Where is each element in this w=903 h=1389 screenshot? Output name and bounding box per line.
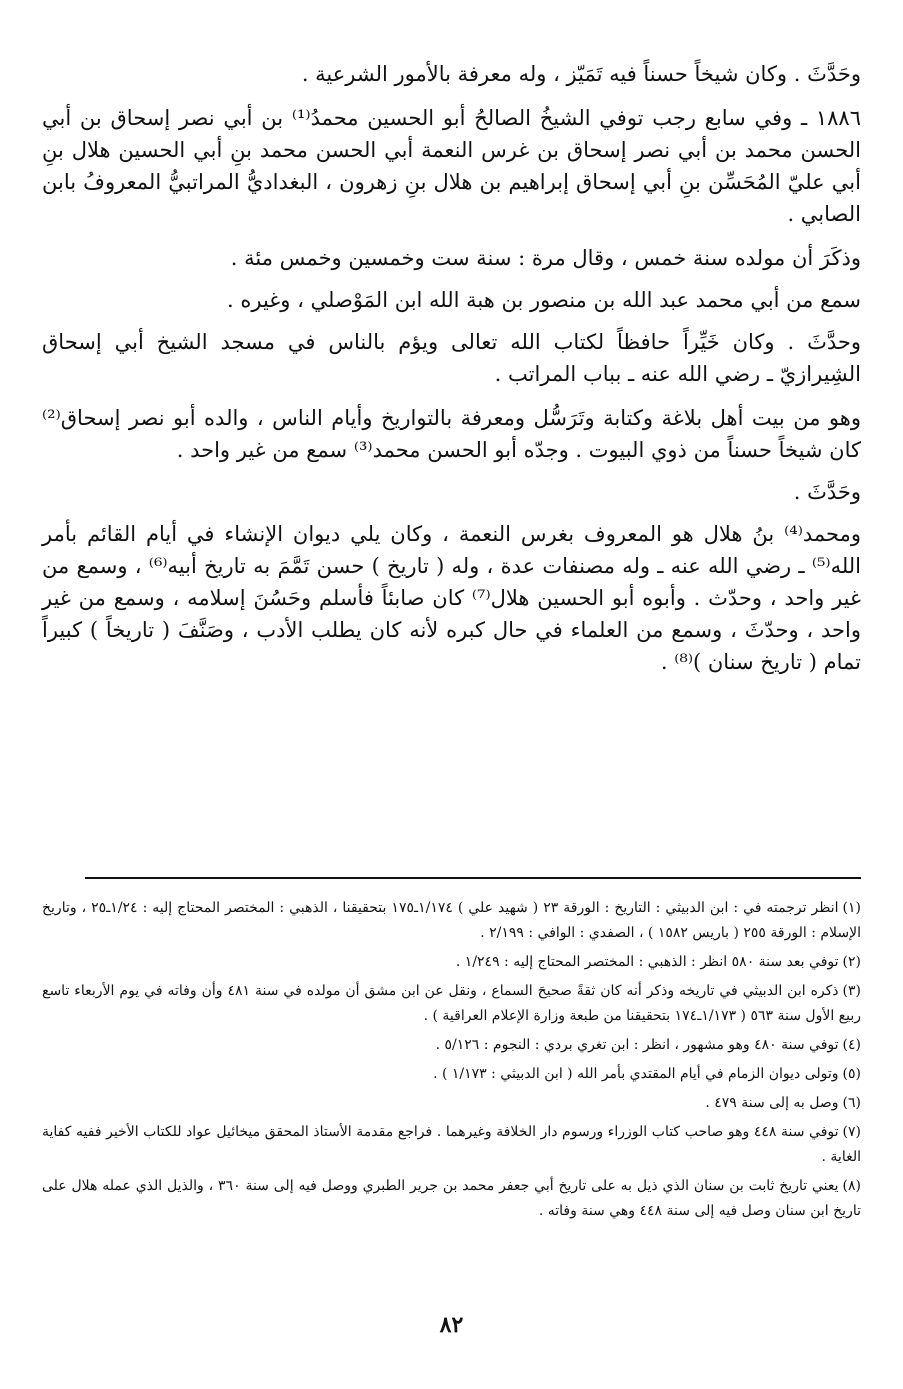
footnote (42, 1033, 861, 1058)
footnote-text: وصل به إلى سنة ٤٧٩ . (705, 1095, 839, 1111)
footnote (42, 1091, 861, 1116)
paragraph-1: وحَدَّثَ . وكان شيخاً حسناً فيه تَمَيّز ، وله معرفة بالأمور الشرعية . (301, 62, 861, 86)
footnote (42, 896, 861, 946)
footnote-text: انظر ترجمته في : ابن الدبيثي : التاريخ : الورقة ٢٣ ( شهيد علي ) ١/١٧٤ـ١٧٥ بتحقيقنا ، الذهبي : المختصر المحتاج إليه : ١/٢٤ـ٢٥ ، وتاريخ الإسلام : الورقة ٢٥٥ ( باريس ١٥٨٢ ) ، الصفدي : الوافي : ٢/١٩٩ . (42, 900, 861, 941)
page-number: ٨٢ (439, 1312, 464, 1338)
biography-entry-1886: ١٨٨٦ ـ وفي سابع رجب توفي الشيخُ الصالحُ أبو الحسين محمدُ⁽¹⁾ بن أبي نصر إسحاق بن أبي الحسن محمد بن أبي نصر إسحاق بن غرس النعمة أبي الحسن محمد بنِ أبي الحسين هلال بنِ أبي عليّ المُحَسِّن بنِ أبي إسحاق إبراهيم بن هلال بنِ زهرون ، البغداديُّ المراتبيُّ المعروفُ بابن الصابي . (42, 106, 861, 226)
paragraph-muhammad-ibn-hilal: ومحمد⁽⁴⁾ بنُ هلال هو المعروف بغرس النعمة ، وكان يلي ديوان الإنشاء في أيام القائم بأمر الله⁽⁵⁾ ـ رضي الله عنه ـ وله مصنفات عدة ، وله ( تاريخ ) حسن تَمَّمَ به تاريخ أبيه⁽⁶⁾ ، وسمع من غير واحد ، وحدّث . وأبوه أبو الحسين هلال⁽⁷⁾ كان صابئاً فأسلم وحَسُنَ إسلامه ، وسمع من غير واحد ، وحدّثَ ، وسمع من العلماء في حال كبره لأنه كان يطلب الأدب ، وصَنَّفَ ( تاريخاً ) كبيراً تمام ( تاريخ سنان )⁽⁸⁾ . (42, 522, 862, 674)
footnote (42, 1120, 861, 1170)
main-text (42, 58, 861, 688)
footnote-text: توفي سنة ٤٤٨ وهو صاحب كتاب الوزراء ورسوم دار الخلافة وغيرهما . فراجع مقدمة الأستاذ المحقق ميخائيل عواد للكتاب الأخير ففيه كفاية الغاية . (42, 1124, 861, 1165)
footnote-number: (٢) (842, 954, 861, 970)
paragraph-family: وهو من بيت أهل بلاغة وكتابة وتَرَسُّل ومعرفة بالتواريخ وأيام الناس ، والده أبو نصر إسحاق⁽²⁾ كان شيخاً حسناً من ذوي البيوت . وجدّه أبو الحسن محمد⁽³⁾ سمع من غير واحد . (42, 406, 861, 462)
footnote-number: (٦) (842, 1095, 861, 1111)
footnotes (42, 896, 861, 1228)
footnote-number: (٨) (842, 1178, 861, 1194)
footnote (42, 950, 861, 975)
footnote-text: يعني تاريخ ثابت بن سنان الذي ذيل به على تاريخ أبي جعفر محمد بن جرير الطبري ووصل فيه إلى سنة ٣٦٠ ، والذيل الذي عمله هلال على تاريخ ابن سنان وصل فيه إلى سنة ٤٤٨ وهي سنة وفاته . (42, 1178, 861, 1219)
footnote-number: (٤) (842, 1037, 861, 1053)
footnote-text: توفي بعد سنة ٥٨٠ انظر : الذهبي : المختصر المحتاج إليه : ١/٢٤٩ . (455, 954, 839, 970)
footnote-number: (١) (842, 900, 861, 916)
paragraph-birth: وذكَرَ أن مولده سنة خمس ، وقال مرة : سنة ست وخمسين وخمس مئة . (230, 246, 861, 270)
footnote-text: توفي سنة ٤٨٠ وهو مشهور ، انظر : ابن تغري بردي : النجوم : ٥/١٢٦ . (435, 1037, 839, 1053)
footnote-number: (٣) (842, 983, 862, 999)
paragraph-narrated-short: وحَدَّثَ . (793, 480, 861, 504)
footnote (42, 1062, 861, 1087)
footnote (42, 979, 861, 1029)
footnote (42, 1174, 861, 1224)
paragraph-heard-from: سمع من أبي محمد عبد الله بن منصور بن هبة الله ابن المَوْصلي ، وغيره . (227, 288, 861, 312)
paragraph-narrated: وحدَّثَ . وكان خَيِّراً حافظاً لكتاب الله تعالى ويؤم بالناس في مسجد الشيخ أبي إسحاق الشِيرازيّ ـ رضي الله عنه ـ بباب المراتب . (42, 330, 861, 386)
footnote-text: ذكره ابن الدبيثي في تاريخه وذكر أنه كان ثقةً صحيحَ السماع ، ونقل عن ابن مشق أن مولده في سنة ٤٨١ وأن وفاته في يوم الأربعاء تاسع ربيع الأول سنة ٥٦٣ ( ١/١٧٣ـ١٧٤ بتحقيقنا من طبعة وزارة الإعلام العراقية ) . (42, 983, 861, 1024)
footnote-number: (٧) (842, 1124, 861, 1140)
footnote-text: وتولى ديوان الزمام في أيام المقتدي بأمر الله ( ابن الدبيثي : ١/١٧٣ ) . (433, 1066, 839, 1082)
footnote-divider (85, 877, 861, 879)
footnote-number: (٥) (842, 1066, 861, 1082)
